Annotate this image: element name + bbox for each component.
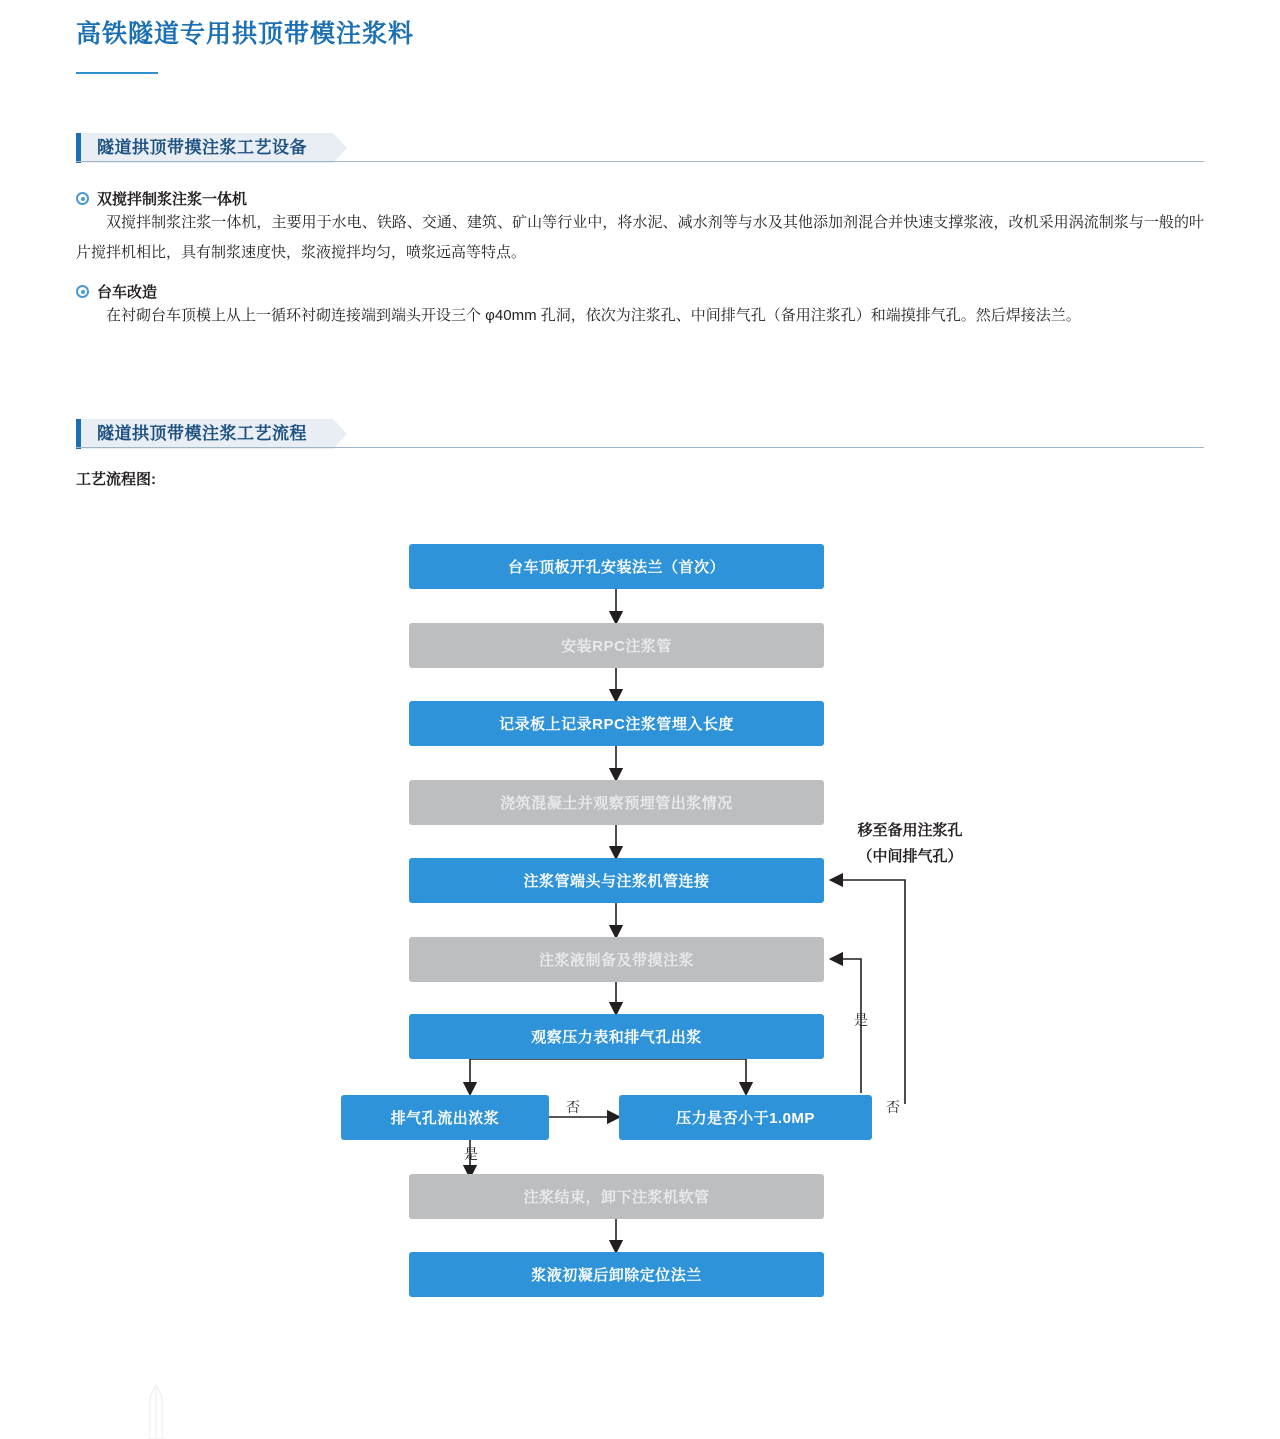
section-header-process-label: 隧道拱顶带模注浆工艺流程	[76, 419, 333, 449]
section-header-equipment	[76, 133, 333, 163]
edge-label-no-1: 否	[566, 1099, 580, 1115]
section-divider-2	[76, 447, 1204, 448]
side-note-line-2: （中间排气孔）	[857, 848, 963, 865]
section-header-process	[76, 419, 333, 449]
bullet-item-2-label: 台车改造	[97, 284, 158, 301]
flow-node-3[interactable]: 记录板上记录RPC注浆管埋入长度	[409, 701, 824, 746]
bullet-item-1-label: 双搅拌制浆注浆一体机	[97, 191, 248, 208]
flow-node-10[interactable]: 注浆结束，卸下注浆机软管	[409, 1174, 824, 1219]
section-divider-1	[76, 161, 1204, 162]
flow-node-4[interactable]: 浇筑混凝土并观察预埋管出浆情况	[409, 780, 824, 825]
paragraph-2: 在衬砌台车顶模上从上一循环衬砌连接端到端头开设三个 φ40mm 孔洞，依次为注浆孔、中间排气孔（备用注浆孔）和端摸排气孔。然后焊接法兰。	[106, 307, 1081, 324]
bullet-item-2	[76, 281, 157, 302]
paragraph-1: 双搅拌制浆注浆一体机，主要用于水电、铁路、交通、建筑、矿山等行业中，将水泥、减水剂等与水及其他添加剂混合并快速支撑浆液，改机采用涡流制浆与一般的叶片搅拌机相比，具有制浆速度快，浆液搅拌均匀，喷浆远高等特点。	[76, 214, 1204, 261]
section-header-equipment-label: 隧道拱顶带摸注浆工艺设备	[76, 133, 333, 163]
circle-bullet-icon	[76, 192, 89, 205]
flow-node-1[interactable]: 台车顶板开孔安装法兰（首次）	[409, 544, 824, 589]
edge-label-no-2: 否	[886, 1099, 900, 1115]
flow-node-11[interactable]: 浆液初凝后卸除定位法兰	[409, 1252, 824, 1297]
watermark-graphic	[120, 1379, 240, 1439]
flow-node-6[interactable]: 注浆液制备及带摸注浆	[409, 937, 824, 982]
flow-node-9[interactable]: 压力是否小于1.0MP	[619, 1095, 872, 1140]
side-note-line-1: 移至备用注浆孔	[857, 822, 963, 839]
edge-label-yes-2: 是	[854, 1012, 868, 1028]
bullet-item-1	[76, 188, 247, 209]
page-title: 高铁隧道专用拱顶带模注浆料	[76, 20, 415, 48]
flow-node-8[interactable]: 排气孔流出浓浆	[341, 1095, 549, 1140]
flow-node-7[interactable]: 观察压力表和排气孔出浆	[409, 1014, 824, 1059]
flowchart-caption: 工艺流程图:	[76, 471, 156, 488]
flow-node-5[interactable]: 注浆管端头与注浆机管连接	[409, 858, 824, 903]
edge-label-yes-1: 是	[464, 1146, 478, 1162]
circle-bullet-icon	[76, 285, 89, 298]
title-underline	[76, 72, 158, 74]
flow-node-2[interactable]: 安装RPC注浆管	[409, 623, 824, 668]
